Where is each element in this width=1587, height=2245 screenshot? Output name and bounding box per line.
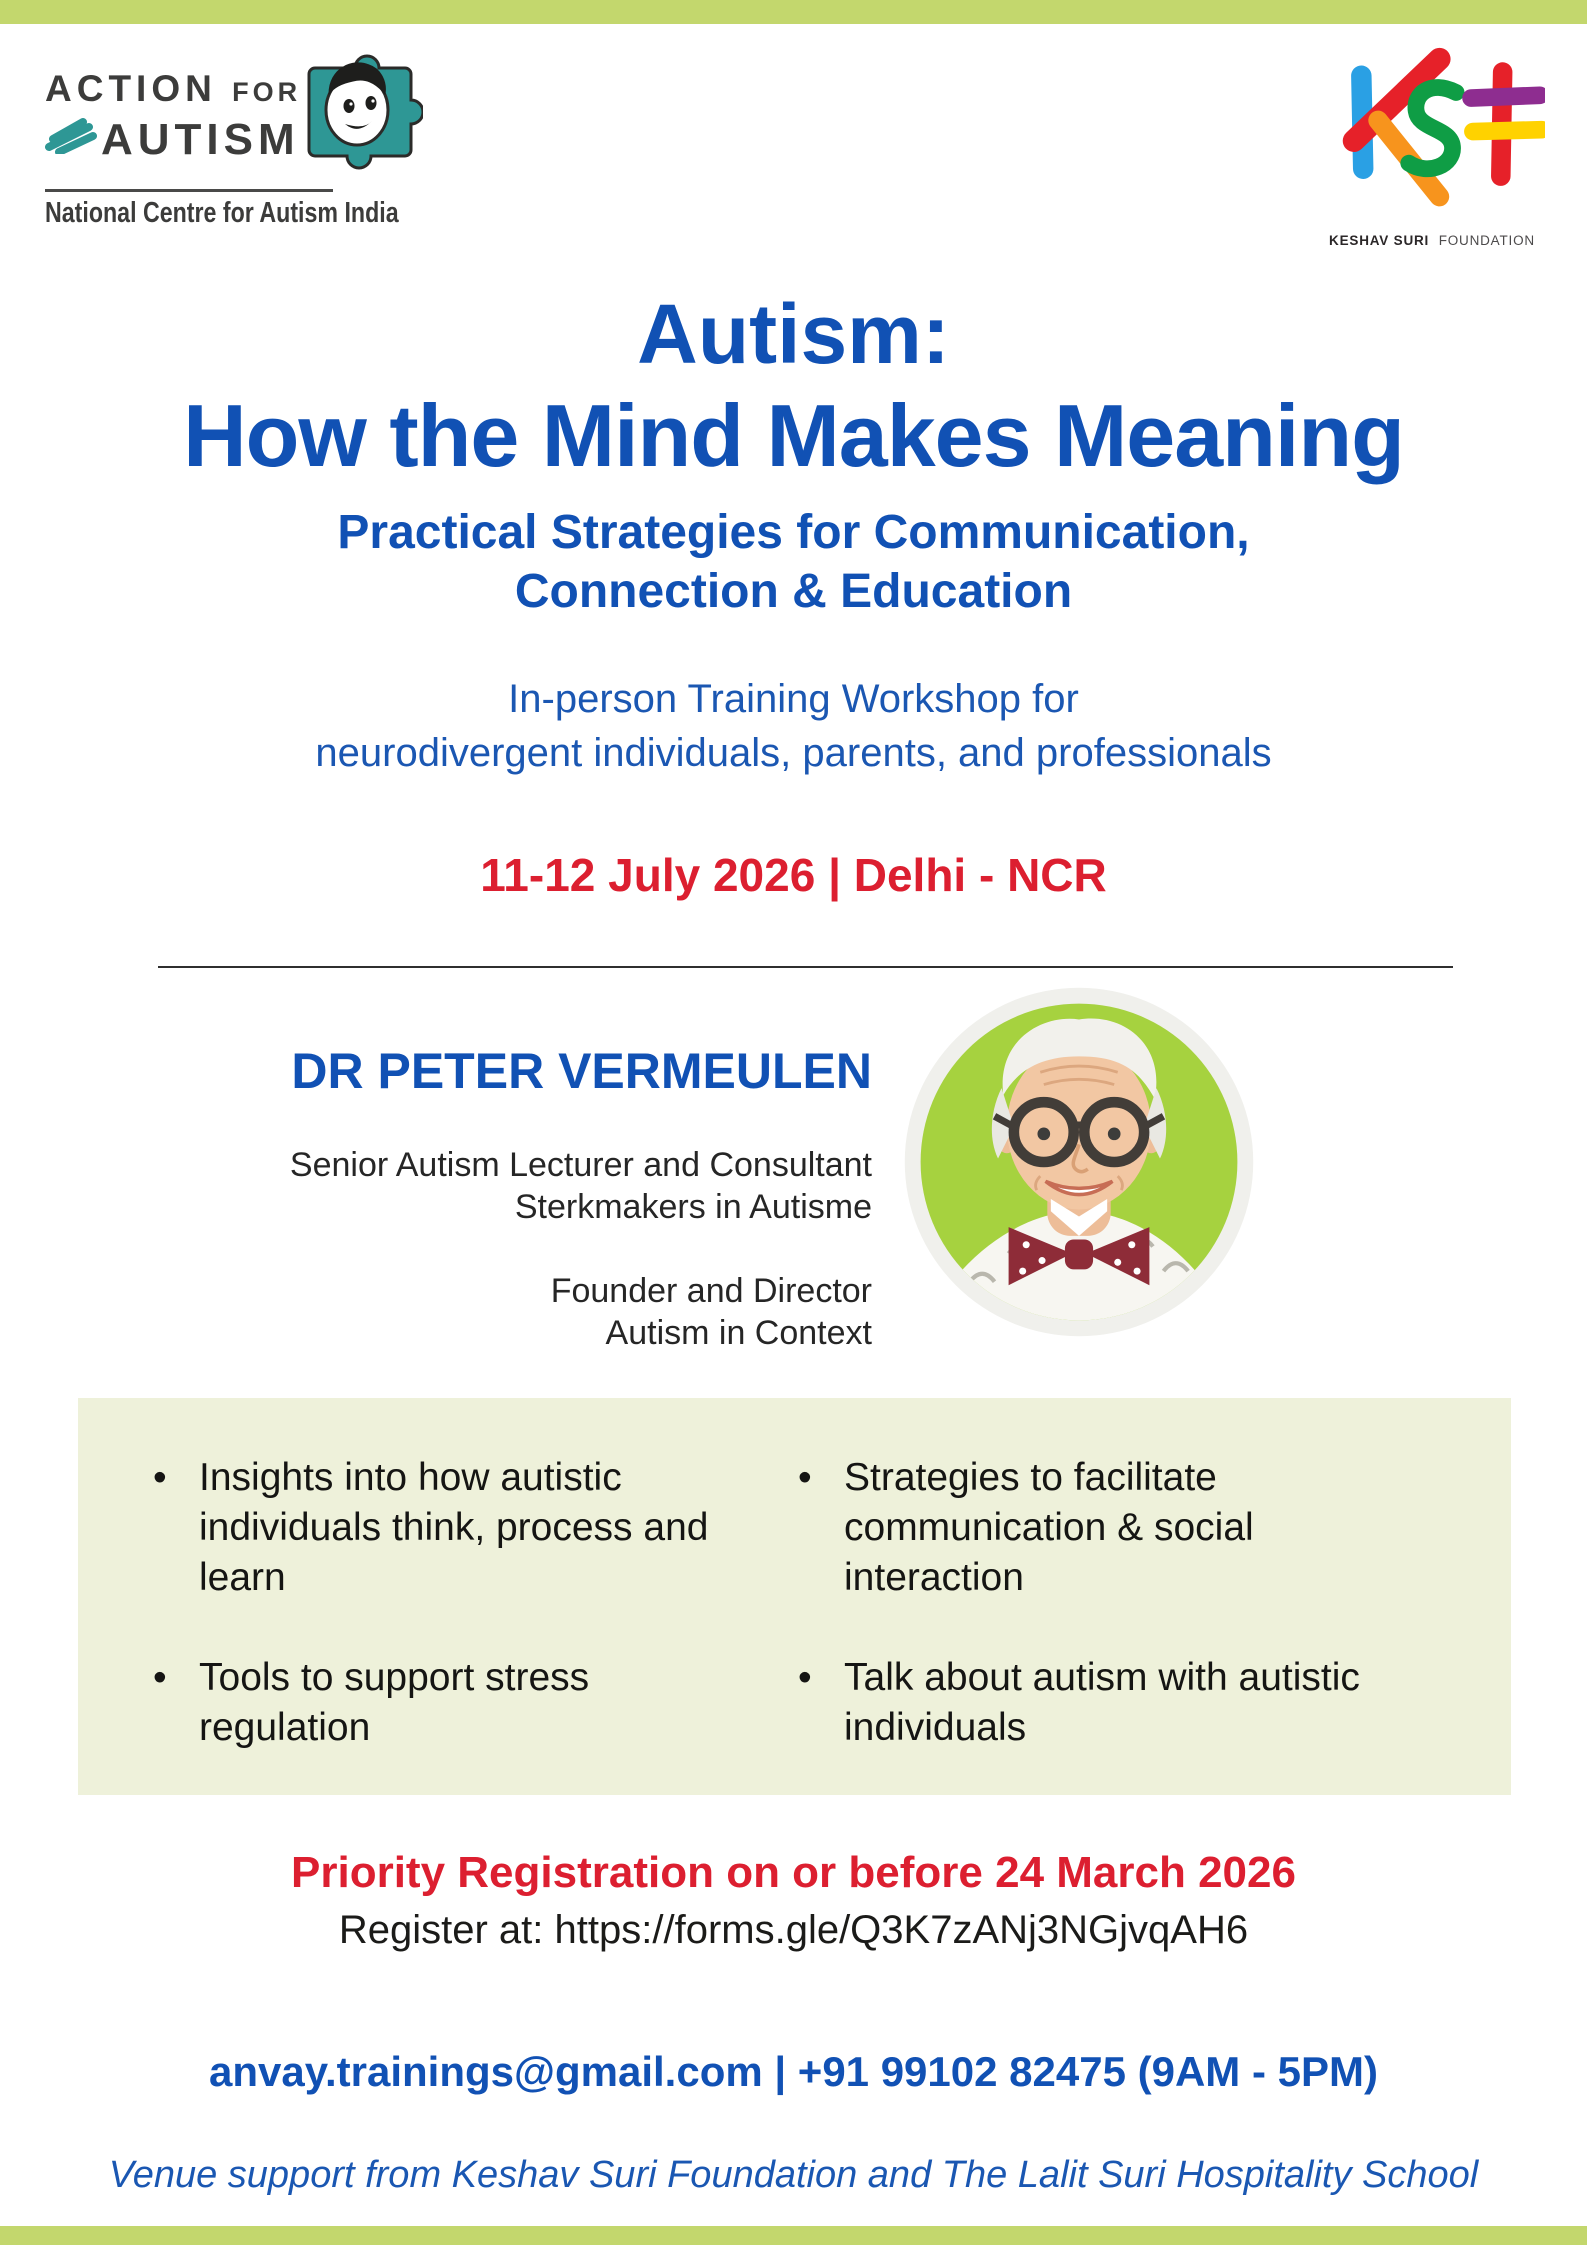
page-title-line2: How the Mind Makes Meaning	[183, 386, 1404, 485]
page-title-line1: Autism:	[637, 287, 950, 381]
afa-logo-caption: National Centre for Autism India	[45, 189, 333, 230]
subtitle-line1: Practical Strategies for Communication,	[337, 506, 1250, 559]
keshav-suri-foundation-logo	[1312, 46, 1552, 248]
benefits-box	[78, 1398, 1511, 1795]
benefits-left-column	[153, 1453, 798, 1795]
workshop-line2: neurodivergent individuals, parents, and professionals	[315, 731, 1272, 775]
speaker-role2-line1: Founder and Director	[550, 1272, 872, 1311]
ksf-logo-caption	[1312, 233, 1552, 248]
subtitle	[0, 504, 1587, 621]
top-accent-bar	[0, 0, 1587, 24]
speaker-role-1	[120, 1144, 872, 1228]
speaker-info	[120, 1042, 872, 1397]
registration-link: Register at: https://forms.gle/Q3K7zANj3NGjvqAH6	[338, 1908, 1249, 1952]
workshop-line1: In-person Training Workshop for	[508, 677, 1079, 721]
benefit-text: Tools to support stress regulation	[199, 1655, 590, 1749]
contact-line: anvay.trainings@gmail.com | +91 99102 82475 (9AM - 5PM)	[209, 2048, 1378, 2095]
list-item	[153, 1653, 798, 1753]
ksf-brush-icon	[1319, 205, 1545, 222]
speaker-role1-line1: Senior Autism Lecturer and Consultant	[289, 1146, 872, 1184]
ksf-caption-light: FOUNDATION	[1438, 233, 1535, 248]
subtitle-line2: Connection & Education	[514, 564, 1073, 618]
workshop-description	[0, 672, 1587, 780]
benefits-right-column	[798, 1453, 1418, 1795]
afa-word-autism: AUTISM	[101, 114, 300, 164]
speaker-name: DR PETER VERMEULEN	[291, 1043, 872, 1099]
bottom-accent-bar	[0, 2226, 1587, 2245]
speaker-photo	[903, 986, 1255, 1338]
afa-word-for: FOR	[232, 77, 302, 107]
ksf-caption-bold: KESHAV SURI	[1329, 233, 1430, 248]
list-item	[798, 1453, 1418, 1603]
scribble-icon	[45, 114, 97, 165]
title-block	[0, 287, 1587, 621]
venue-support-note: Venue support from Keshav Suri Foundation and The Lalit Suri Hospitality School	[108, 2154, 1479, 2196]
event-date-location: 11-12 July 2026 | Delhi - NCR	[480, 849, 1107, 901]
speaker-role2-line2: Autism in Context	[605, 1314, 872, 1353]
afa-word-action: ACTION	[45, 68, 217, 109]
list-item	[798, 1653, 1418, 1753]
benefit-text: Talk about autism with autistic individuals	[844, 1655, 1360, 1749]
benefit-text: Strategies to facilitate communication & social interaction	[844, 1456, 1254, 1599]
afa-logo-text	[45, 38, 301, 165]
section-divider	[158, 966, 1453, 968]
puzzle-face-icon	[301, 38, 423, 177]
speaker-role1-line2: Sterkmakers in Autisme	[514, 1188, 872, 1227]
speaker-role-2	[120, 1270, 872, 1354]
action-for-autism-logo	[45, 38, 405, 230]
bullet-icon: •	[153, 1456, 167, 1499]
priority-registration-deadline: Priority Registration on or before 24 March 2026	[291, 1848, 1296, 1897]
benefit-text: Insights into how autistic individuals think, process and learn	[199, 1456, 709, 1599]
bullet-icon: •	[798, 1655, 812, 1699]
bullet-icon: •	[798, 1456, 812, 1499]
bullet-icon: •	[153, 1655, 167, 1699]
list-item	[153, 1453, 798, 1603]
